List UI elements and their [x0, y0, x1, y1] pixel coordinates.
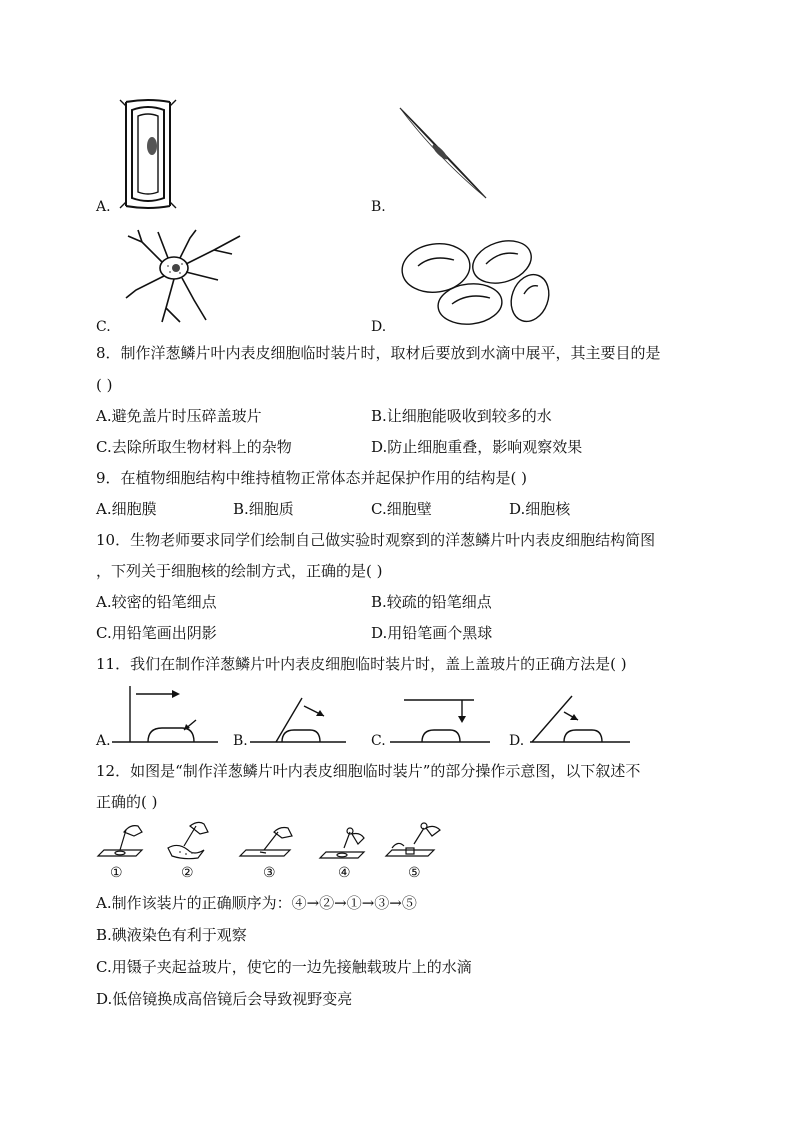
question-12-stem-cont: 正确的( )	[96, 793, 158, 811]
q12-option-c[interactable]: C.用镊子夹起益玻片，使它的一边先接触载玻片上的水滴	[96, 958, 472, 976]
step-1-image	[96, 822, 144, 860]
step-4-image	[318, 826, 368, 862]
option-label-b: B.	[371, 199, 386, 215]
option-label-a: A.	[96, 199, 111, 215]
q12-option-d[interactable]: D.低倍镜换成高倍镜后会导致视野变亮	[96, 990, 353, 1008]
step-label-5: ⑤	[408, 865, 421, 881]
q9-option-d[interactable]: D.细胞核	[509, 500, 571, 518]
q10-option-a[interactable]: A.较密的铅笔细点	[96, 593, 217, 611]
option-label-d: D.	[509, 733, 525, 749]
step-label-3: ③	[263, 865, 276, 881]
neuron-image	[124, 228, 242, 324]
q12-option-b[interactable]: B.碘液染色有利于观察	[96, 926, 247, 944]
plant-cell-image	[118, 98, 178, 210]
step-2-image	[164, 820, 214, 860]
option-label-b: B.	[233, 733, 248, 749]
q10-option-d[interactable]: D.用铅笔画个黑球	[371, 624, 493, 642]
q9-option-b[interactable]: B.细胞质	[233, 500, 294, 518]
question-8-stem: 8．制作洋葱鳞片叶内表皮细胞临时装片时，取材后要放到水滴中展平，其主要目的是	[96, 344, 661, 362]
step-label-2: ②	[181, 865, 194, 881]
option-label-c: C.	[96, 319, 111, 335]
muscle-cell-image	[396, 104, 490, 202]
step-label-1: ①	[110, 865, 123, 881]
step-3-image	[238, 822, 294, 860]
step-label-4: ④	[338, 865, 351, 881]
q12-option-a[interactable]: A.制作该装片的正确顺序为：④→②→①→③→⑤	[96, 894, 417, 912]
q10-option-b[interactable]: B.较疏的铅笔细点	[371, 593, 492, 611]
question-10-stem-cont: ，下列关于细胞核的绘制方式，正确的是( )	[96, 562, 383, 580]
question-10-stem: 10．生物老师要求同学们绘制自己做实验时观察到的洋葱鳞片叶内表皮细胞结构简图	[96, 531, 656, 549]
question-12-stem: 12．如图是“制作洋葱鳞片叶内表皮细胞临时装片”的部分操作示意图，以下叙述不	[96, 762, 641, 780]
option-label-c: C.	[371, 733, 386, 749]
question-8-stem-cont: ( )	[96, 376, 113, 394]
q8-option-c[interactable]: C.去除所取生物材料上的杂物	[96, 438, 292, 456]
red-blood-cells-image	[398, 236, 552, 328]
question-11-stem: 11．我们在制作洋葱鳞片叶内表皮细胞临时装片时，盖上盖玻片的正确方法是( )	[96, 655, 627, 673]
q8-option-a[interactable]: A.避免盖片时压碎盖玻片	[96, 407, 262, 425]
question-9-stem: 9．在植物细胞结构中维持植物正常体态并起保护作用的结构是( )	[96, 469, 528, 487]
option-label-d: D.	[371, 319, 387, 335]
coverslip-diagram-c[interactable]	[388, 696, 492, 746]
step-5-image	[384, 818, 444, 862]
coverslip-diagram-a[interactable]	[110, 682, 220, 746]
coverslip-diagram-b[interactable]	[248, 696, 348, 746]
q9-option-c[interactable]: C.细胞壁	[371, 500, 432, 518]
option-label-a: A.	[96, 733, 111, 749]
coverslip-diagram-d[interactable]	[528, 692, 632, 746]
q8-option-b[interactable]: B.让细胞能吸收到较多的水	[371, 407, 552, 425]
q8-option-d[interactable]: D.防止细胞重叠，影响观察效果	[371, 438, 583, 456]
q10-option-c[interactable]: C.用铅笔画出阴影	[96, 624, 217, 642]
q9-option-a[interactable]: A.细胞膜	[96, 500, 157, 518]
